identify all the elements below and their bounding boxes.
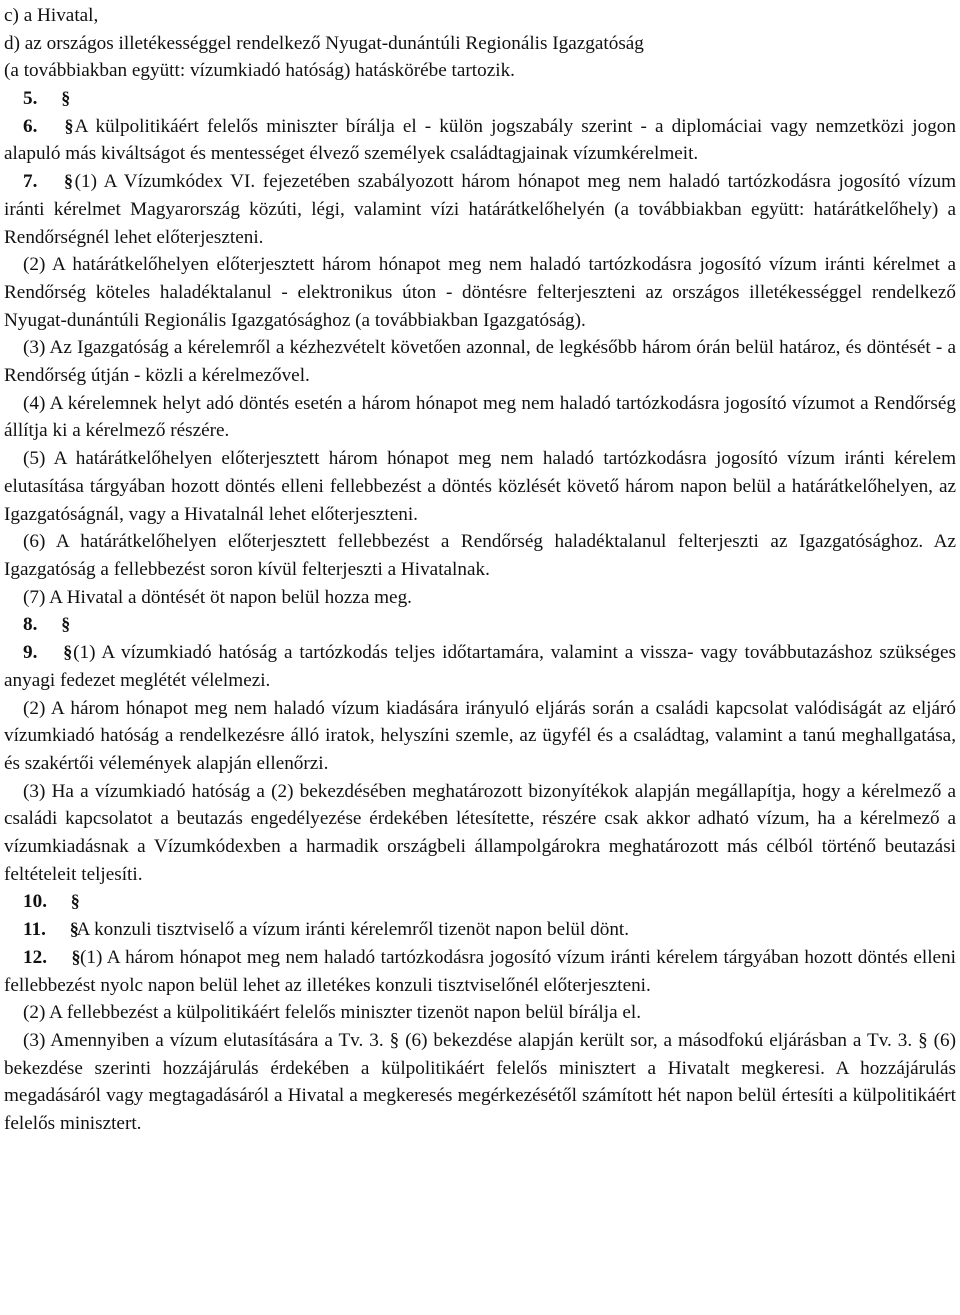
- section-sign-icon: §: [61, 88, 71, 109]
- section-sign-icon: §: [69, 919, 79, 940]
- list-item-c: c) a Hivatal,: [4, 5, 99, 26]
- section-9-paragraph-3: (3) Ha a vízumkiadó hatóság a (2) bekezdésében meghatározott bizonyítékok alapján megállapítja, hogy a kérelmező a családi kapcsolatot a beutazás engedélyezése érdekében létesítette, részére csak akkor adható vízum, ha a kérelmező a vízumkiadásnak a Vízumkódexben a harmadik országbeli állampolgárokra meghatározott más célból történő beutazási feltételeit teljesíti.: [4, 780, 956, 885]
- section-11: [4, 916, 956, 944]
- section-7-paragraph-4: (4) A kérelemnek helyt adó döntés esetén a három hónapot meg nem haladó tartózkodásra jogosító vízumot a Rendőrség állítja ki a kérelmező részére.: [4, 392, 956, 442]
- paragraph-text: (1) A három hónapot meg nem haladó tartózkodásra jogosító vízum iránti kérelem tárgyában hozott döntés elleni fellebbezést nyolc napon belül lehet az illetékes konzuli tisztviselőnél előterjeszteni.: [4, 946, 956, 996]
- section-12-paragraph-2: (2) A fellebbezést a külpolitikáért felelős miniszter tizenöt napon belül bírálja el.: [23, 1002, 642, 1024]
- section-7-paragraph-7: (7) A Hivatal a döntését öt napon belül hozza meg.: [23, 586, 412, 608]
- section-6: [4, 113, 956, 168]
- section-12-paragraph-1: [4, 944, 956, 999]
- section-number: 8.: [23, 614, 38, 636]
- list-item-d: d) az országos illetékességgel rendelkező Nyugat-dunántúli Regionális Igazgatóság: [4, 32, 644, 54]
- section-9-paragraph-1: [4, 639, 956, 694]
- section-12-paragraph-3: (3) Amennyiben a vízum elutasítására a Tv. 3. § (6) bekezdése alapján került sor, a másodfokú eljárásban a Tv. 3. § (6) bekezdése szerinti hozzájárulás érdekében a külpolitikáért felelős minisztert a Hivatalt megkeresi. A hozzájárulás megadásáról vagy megtagadásáról a Hivatal a megkeresés megérkezésétől számított hét napon belül értesíti a külpolitikáért felelős minisztert.: [4, 1029, 956, 1135]
- section-sign-icon: §: [70, 891, 80, 912]
- section-sign-icon: §: [61, 614, 71, 635]
- section-8: [4, 611, 956, 639]
- section-number: 10.: [23, 891, 47, 913]
- section-sign-icon: §: [71, 946, 81, 967]
- section-7-paragraph-1: [4, 168, 956, 251]
- paragraph-text: A konzuli tisztviselő a vízum iránti kérelemről tizenöt napon belül dönt.: [76, 919, 630, 941]
- section-10: [4, 888, 956, 916]
- section-7-paragraph-5: (5) A határátkelőhelyen előterjesztett három hónapot meg nem haladó tartózkodásra jogosító vízum iránti kérelem elutasítása tárgyában hozott döntés elleni fellebbezést a döntés közlését követő három napon belül a határátkelőhelyen, az Igazgatóságnál, vagy a Hivatalnál lehet előterjeszteni.: [4, 448, 956, 525]
- section-number: 6.: [23, 115, 38, 137]
- section-number: 11.: [23, 919, 46, 941]
- section-9-paragraph-2: (2) A három hónapot meg nem haladó vízum kiadására irányuló eljárás során a családi kapcsolat valódiságát az eljáró vízumkiadó hatóság a rendelkezésre álló iratok, helyszíni szemle, az ügyfél és a családtag, valamint a tanú meghallgatása, és szakértői vélemények alapján ellenőrzi.: [4, 697, 956, 774]
- section-number: 5.: [23, 88, 38, 110]
- section-7-paragraph-6: (6) A határátkelőhelyen előterjesztett fellebbezést a Rendőrség haladéktalanul felterjeszti az Igazgatósághoz. Az Igazgatóság a fellebbezést soron kívül felterjeszti a Hivatalnak.: [4, 531, 956, 580]
- paragraph-text: A külpolitikáért felelős miniszter bírálja el - külön jogszabály szerint - a diplomáciai vagy nemzetközi jogon alapuló más kiváltságot és mentességet élvező személyek családtagjainak vízumkérelmeit.: [4, 115, 956, 165]
- list-item-summary: (a továbbiakban együtt: vízumkiadó hatóság) hatáskörébe tartozik.: [4, 60, 515, 82]
- section-number: 9.: [23, 642, 38, 664]
- section-5: [4, 85, 956, 113]
- section-number: 7.: [23, 171, 38, 193]
- paragraph-text: (1) A vízumkiadó hatóság a tartózkodás teljes időtartamára, valamint a vissza- vagy továbbutazáshoz szükséges anyagi fedezet meglétét vélelmezi.: [4, 642, 957, 691]
- section-7-paragraph-3: (3) Az Igazgatóság a kérelemről a kézhezvételt követően azonnal, de legkésőbb három órán belül határoz, és döntését - a Rendőrség útján - közli a kérelmezővel.: [4, 337, 956, 387]
- paragraph-text: (1) A Vízumkódex VI. fejezetében szabályozott három hónapot meg nem haladó tartózkodásra jogosító vízum iránti kérelmet Magyarország közúti, légi, valamint vízi határátkelőhelyén (a továbbiakban együtt: határátkelőhely) a Rendőrségnél lehet előterjeszteni.: [4, 171, 956, 248]
- section-sign-icon: §: [63, 642, 73, 663]
- section-number: 12.: [23, 946, 47, 968]
- section-sign-icon: §: [64, 171, 74, 192]
- section-7-paragraph-2: (2) A határátkelőhelyen előterjesztett három hónapot meg nem haladó tartózkodásra jogosító vízum iránti kérelmet a Rendőrség köteles haladéktalanul - elektronikus úton - döntésre felterjeszteni az országos illetékességgel rendelkező Nyugat-dunántúli Regionális Igazgatósághoz (a továbbiakban Igazgatóság).: [4, 254, 956, 331]
- section-sign-icon: §: [64, 115, 74, 136]
